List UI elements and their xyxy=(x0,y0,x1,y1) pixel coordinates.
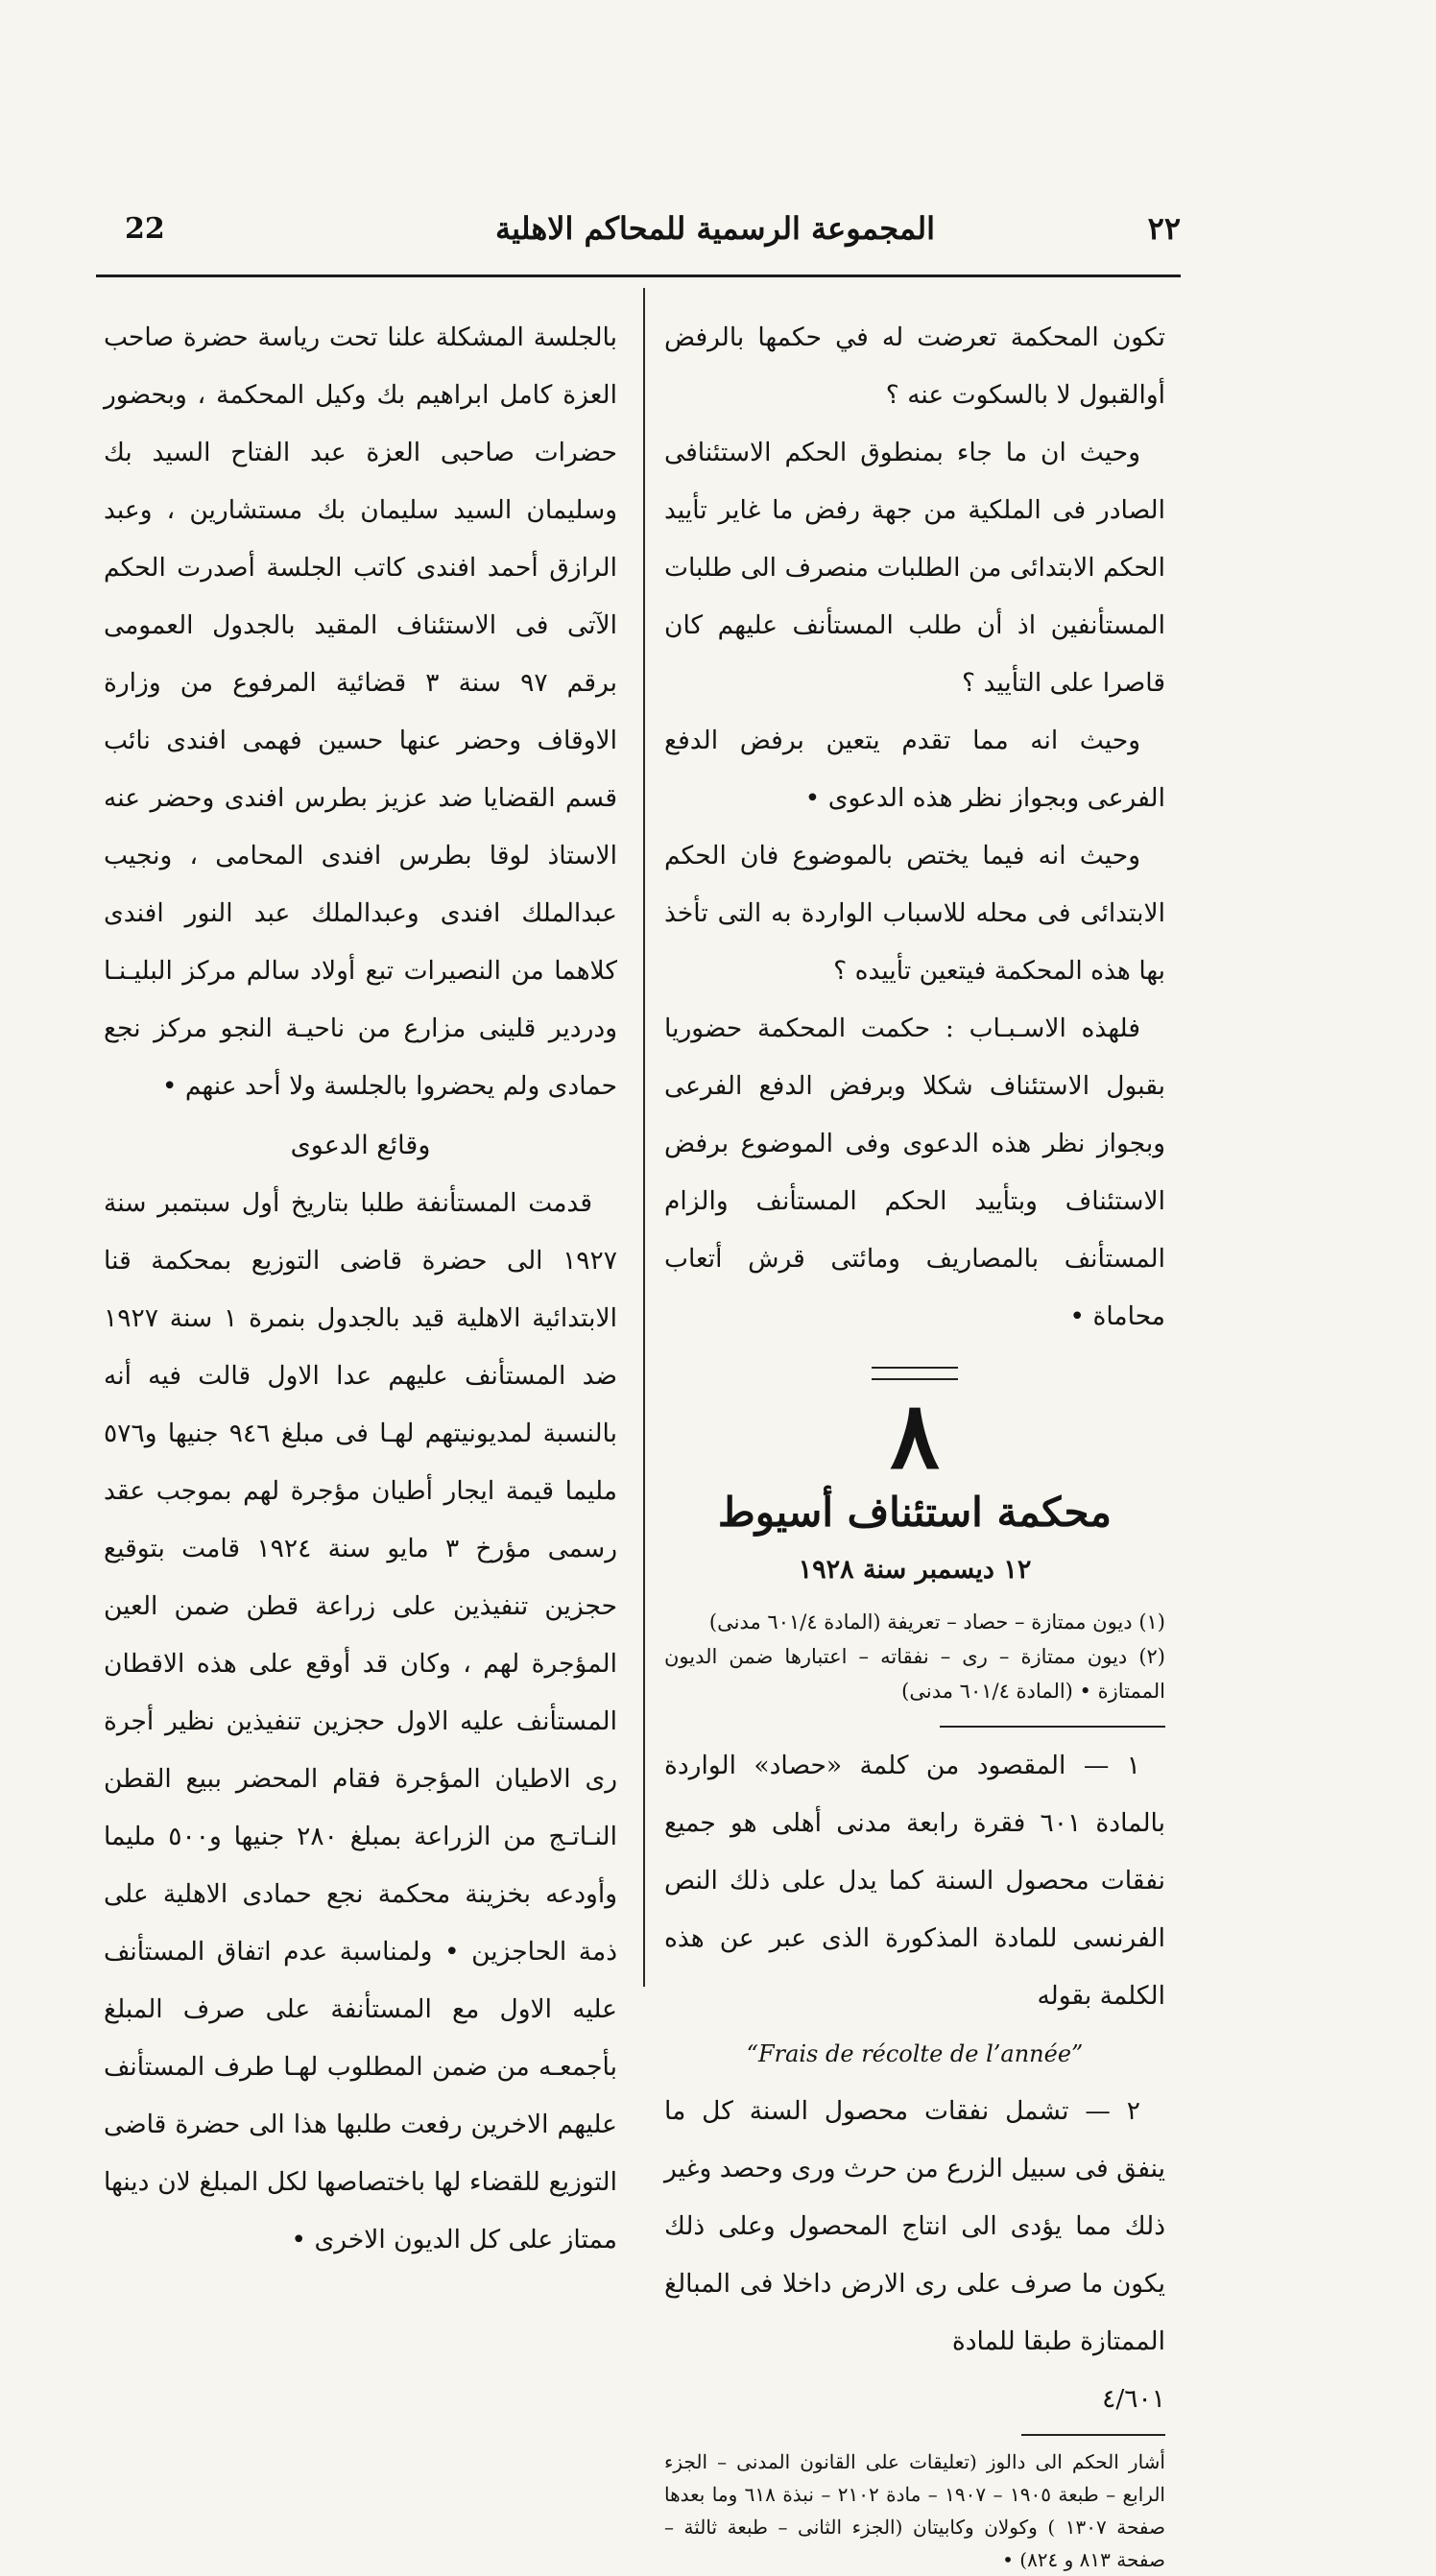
session-paragraph: بالجلسة المشكلة علنا تحت رياسة حضرة صاحب العزة كامل ابراهيم بك وكيل المحكمة ، وبحضور حضرات صاحبى العزة عبد الفتاح السيد بك وسليمان السيد سليمان بك مستشارين ، وعبد الرازق أحمد افندى كاتب الجلسة أصدرت الحكم الآتى فى الاستئناف المقيد بالجدول العمومى برقم ٩٧ سنة ٣ قضائية المرفوع من وزارة الاوقاف وحضر عنها حسين فهمى افندى نائب قسم القضايا ضد عزيز بطرس افندى وحضر عنه الاستاذ لوقا بطرس افندى المحامى ، ونجيب عبدالملك افندى وعبدالملك عبد النور افندى كلاهما من النصيرات تبع أولاد سالم مركز البليـنـا ودردير قلينى مزارع من ناحيـة النجو مركز نجع حمادى ولم يحضروا بالجلسة ولا أحد عنهم • xyxy=(104,322,617,1101)
paragraph: وحيث ان ما جاء بمنطوق الحكم الاستئنافى الصادر فى الملكية من جهة رفض ما غاير تأييد الحكم الابتدائى من الطلبات منصرف الى طلبات المستأنفين اذ أن طلب المستأنف عليهم كان قاصرا على التأييد ؟ xyxy=(664,438,1165,698)
keywords-rule xyxy=(940,1726,1165,1728)
keyword-line: (٢) ديون ممتازة – رى – نفقاته – اعتبارها ضمن الديون الممتازة • (المادة ٦٠١/٤ مدنى) xyxy=(664,1645,1165,1703)
paragraph: تكون المحكمة تعرضت له في حكمها بالرفض أوالقبول لا بالسكوت عنه ؟ xyxy=(664,322,1165,410)
footnote: أشار الحكم الى دالوز (تعليقات على القانون المدنى – الجزء الرابع – طبعة ١٩٠٥ – ١٩٠٧ – مادة ٢١٠٢ – نبذة ٦١٨ وما بعدها صفحة ١٣٠٧ ) وكولان وكابيتان (الجزء الثانى – طبعة ثالثة – صفحة ٨١٣ و ٨٢٤) • xyxy=(664,2450,1165,2571)
page-header xyxy=(96,206,1181,264)
case-principles xyxy=(664,1737,1165,2428)
section-heading: وقائع الدعوى xyxy=(290,1131,431,1160)
court-name: محكمة استئناف أسيوط xyxy=(717,1489,1113,1536)
principle: ٢ — تشمل نفقات محصول السنة كل ما ينفق فى سبيل الزرع من حرث ورى وحصد وغير ذلك مما يؤدى الى انتاج المحصول وعلى ذلك يكون ما صرف على رى الارض داخلا فى المبالغ الممتازة طبقا للمادة xyxy=(664,2096,1165,2356)
page-number-latin: 22 xyxy=(125,212,165,246)
case-date: ١٢ ديسمبر سنة ١٩٢٨ xyxy=(798,1555,1032,1585)
left-column xyxy=(104,309,617,2269)
column-divider xyxy=(643,288,645,1987)
principle: ١ — المقصود من كلمة «حصاد» الواردة بالمادة ٦٠١ فقرة رابعة مدنى أهلى هو جميع نفقات محصول السنة كما يدل على ذلك النص الفرنسى للمادة المذكورة الذى عبر عن هذه الكلمة بقوله xyxy=(664,1751,1165,2011)
article-reference: ٤/٦٠١ xyxy=(1102,2384,1165,2414)
ruling-paragraph: فلهذه الاسـبـاب : حكمت المحكمة حضوريا بقبول الاستئناف شكلا وبرفض الدفع الفرعى وبجواز نظر هذه الدعوى وفى الموضوع برفض الاستئناف وبتأييد الحكم المستأنف والزام المستأنف بالمصاريف ومائتى قرش أتعاب محاماة • xyxy=(664,1014,1165,1331)
keyword-line: (١) ديون ممتازة – حصاد – تعريفة (المادة ٦٠١/٤ مدنى) xyxy=(708,1610,1165,1634)
french-quote: “Frais de récolte de l’année” xyxy=(746,2040,1084,2067)
page-number-arabic: ٢٢ xyxy=(1147,210,1181,247)
section-ornament xyxy=(872,1367,958,1380)
running-title: المجموعة الرسمية للمحاكم الاهلية xyxy=(494,210,936,247)
paragraph: وحيث انه فيما يختص بالموضوع فان الحكم الابتدائى فى محله للاسباب الواردة به التى تأخذ بها هذه المحكمة فيتعين تأييده ؟ xyxy=(664,841,1165,986)
case-keywords xyxy=(664,1605,1165,1708)
case-number: ٨ xyxy=(890,1381,940,1490)
header-rule xyxy=(96,274,1181,277)
facts-paragraph: قدمت المستأنفة طلبا بتاريخ أول سبتمبر سنة ١٩٢٧ الى حضرة قاضى التوزيع بمحكمة قنا الابتدائية الاهلية قيد بالجدول بنمرة ١ سنة ١٩٢٧ ضد المستأنف عليهم عدا الاول قالت فيه أنه بالنسبة لمديونيتهم لهـا فى مبلغ ٩٤٦ جنيها و٥٧٦ مليما قيمة ايجار أطيان مؤجرة لهم بموجب عقد رسمى مؤرخ ٣ مايو سنة ١٩٢٤ قامت بتوقيع حجزين تنفيذين على زراعة قطن ضمن العين المؤجرة لهم ، وكان قد أوقع على هذه الاقطان المستأنف عليه الاول حجزين تنفيذين نظير أجرة رى الاطيان المؤجرة فقام المحضر ببيع القطن النـاتـج من الزراعة بمبلغ ٢٨٠ جنيها و٥٠٠ مليما وأودعه بخزينة محكمة نجع حمادى الاهلية على ذمة الحاجزين • ولمناسبة عدم اتفاق المستأنف عليه الاول مع المستأنفة على صرف المبلغ بأجمعـه من ضمن المطلوب لهـا طرف المستأنف عليهم الاخرين رفعت طلبها هذا الى حضرة قاضى التوزيع للقضاء لها باختصاصها لكل المبلغ لان دينها ممتاز على كل الديون الاخرى • xyxy=(104,1188,617,2254)
right-column xyxy=(664,309,1165,2576)
paragraph: وحيث انه مما تقدم يتعين برفض الدفع الفرعى وبجواز نظر هذه الدعوى • xyxy=(664,726,1165,813)
footnote-rule xyxy=(1021,2434,1165,2436)
